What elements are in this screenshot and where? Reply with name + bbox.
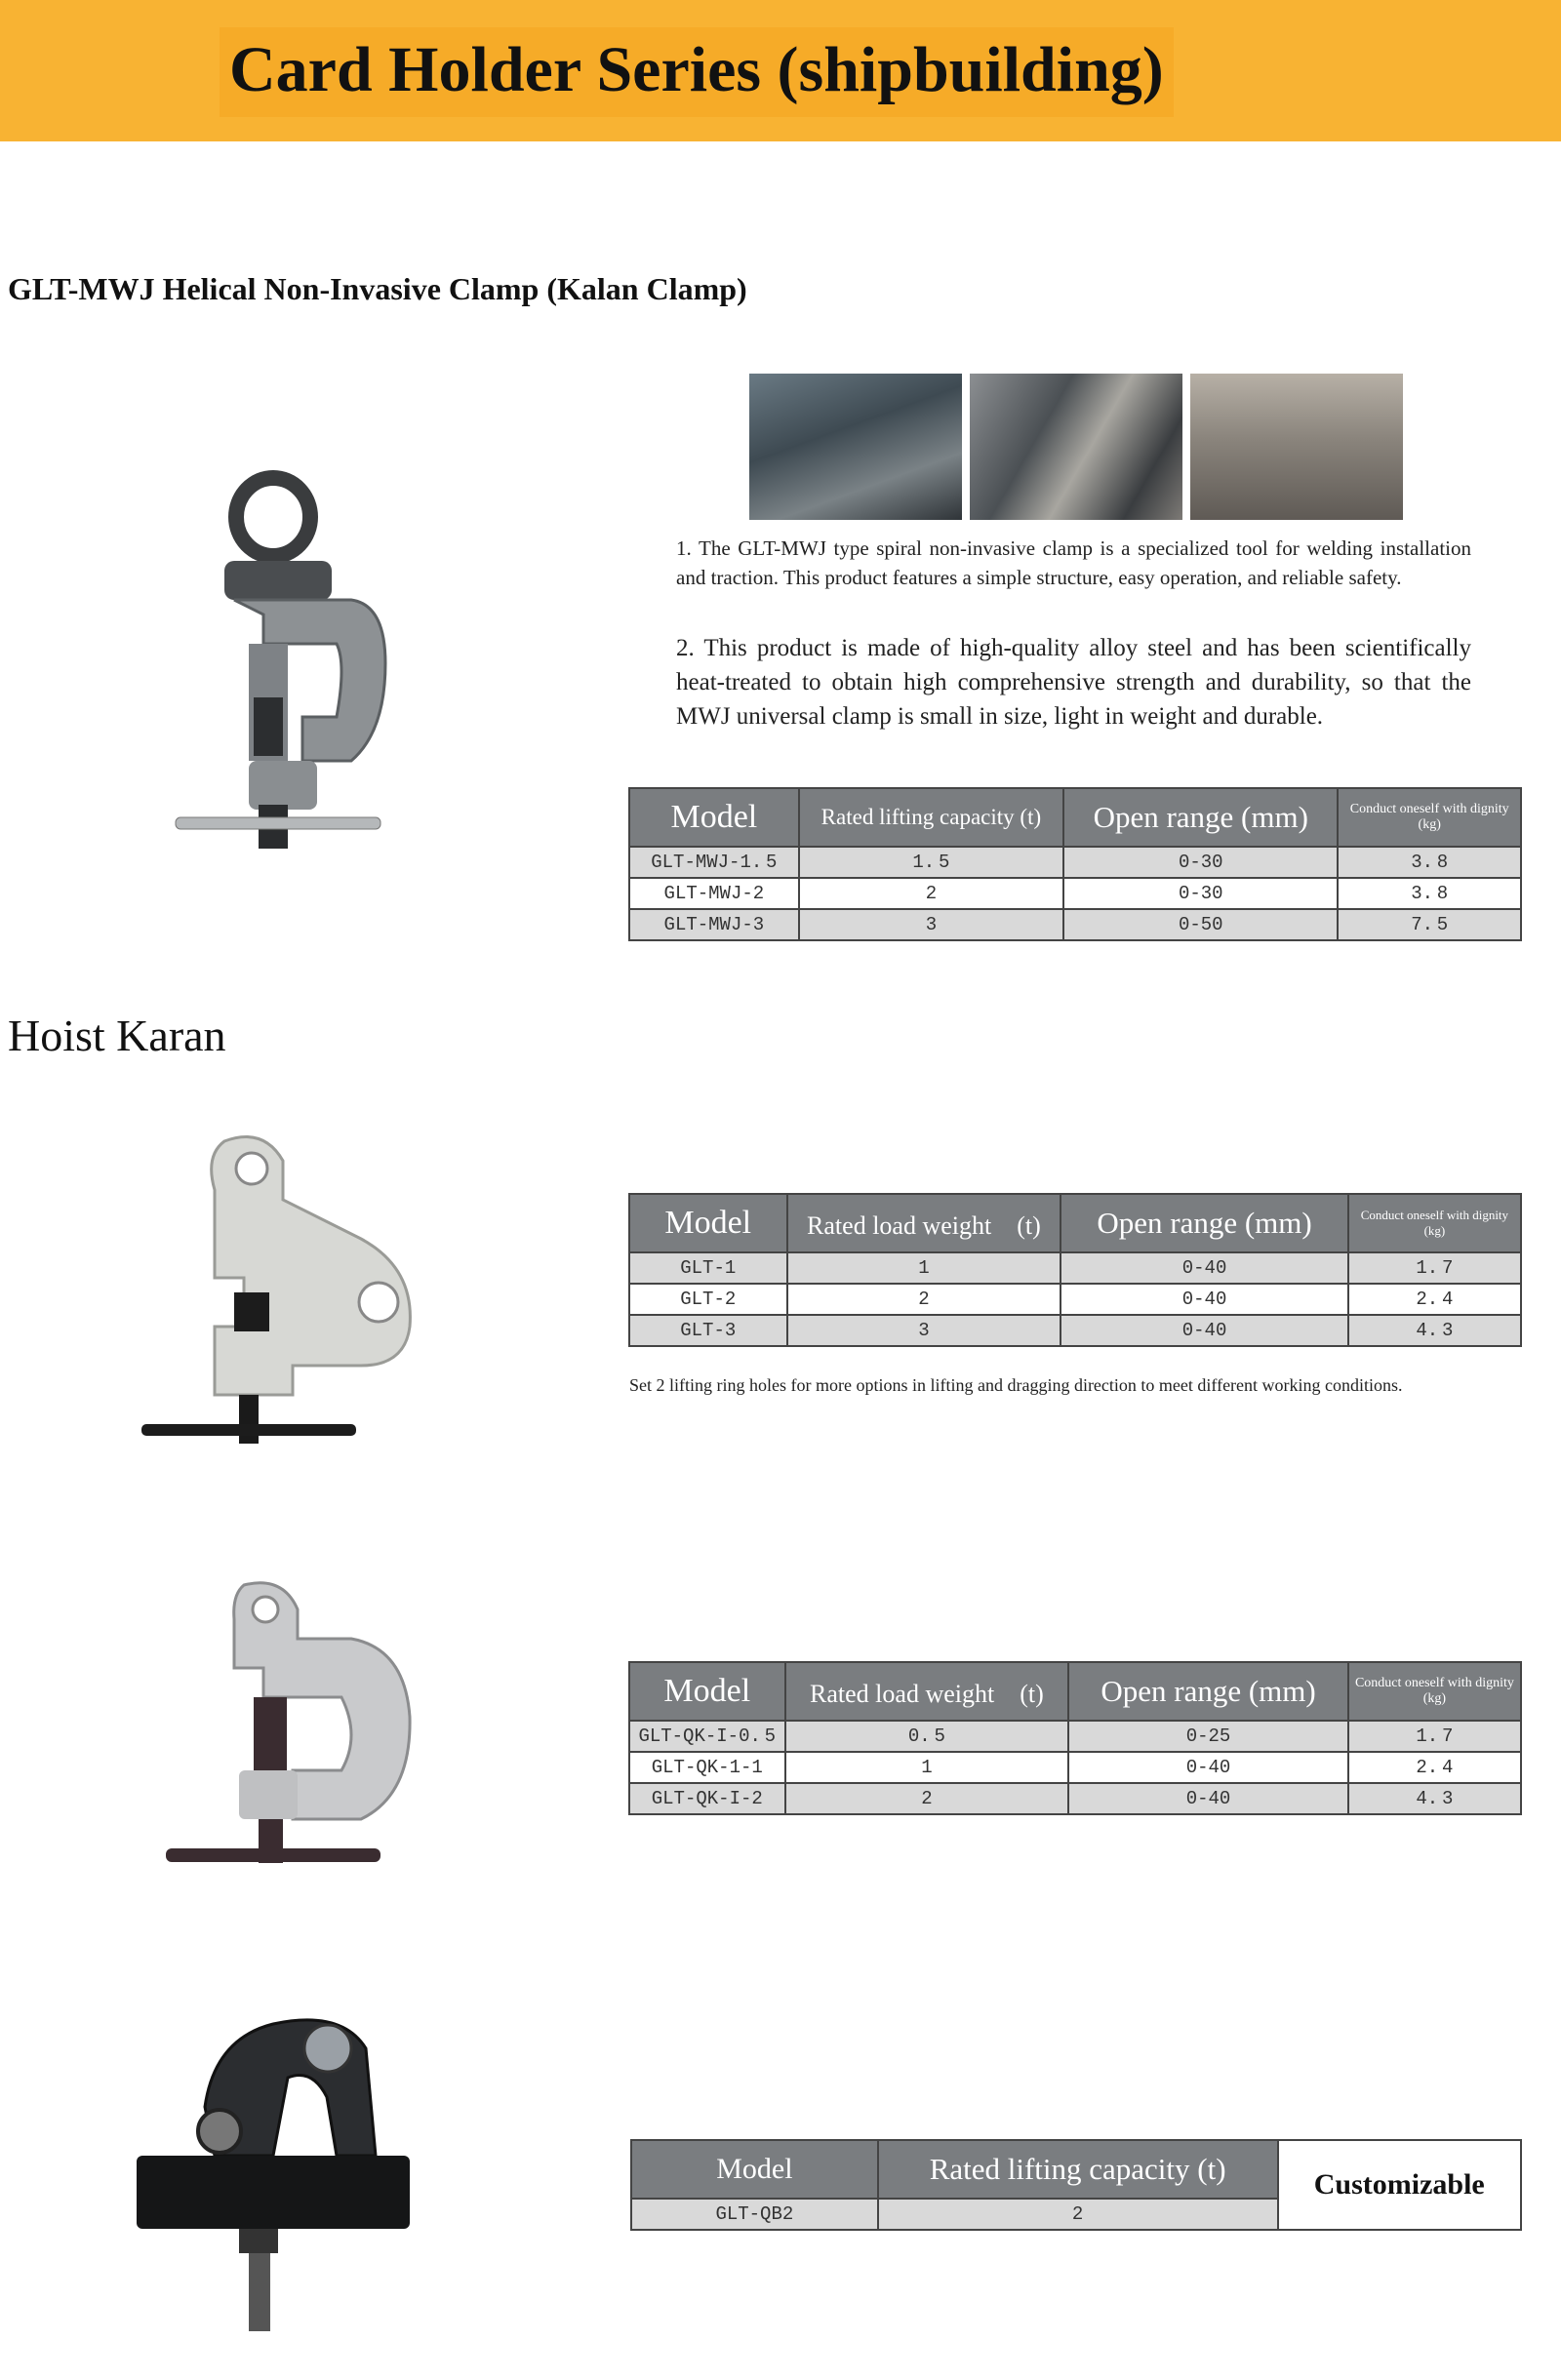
col-model: Model [629,1194,787,1252]
col-weight: Conduct oneself with dignity (kg) [1338,788,1521,847]
section-title-hoist-karan: Hoist Karan [8,1011,226,1060]
table-row [629,1752,1521,1783]
glt-spec-table [628,1193,1522,1347]
glt-qb2-clamp-image [127,2009,420,2360]
cell: 0-40 [1068,1752,1348,1783]
table-row [629,878,1521,909]
cell: 3. 8 [1338,847,1521,878]
customizable-cell: Customizable [1278,2140,1521,2230]
cell: 2 [787,1284,1061,1315]
table-row [629,1252,1521,1284]
cell: GLT-QK-I-2 [629,1783,785,1814]
cell: 1 [787,1252,1061,1284]
table-row [629,1315,1521,1346]
cell: 1. 7 [1348,1721,1521,1752]
glt-qk-spec-table [628,1661,1522,1815]
cell: 1. 7 [1348,1252,1521,1284]
table-row [629,1721,1521,1752]
col-weight: Conduct oneself with dignity (kg) [1348,1194,1521,1252]
cell: 7. 5 [1338,909,1521,940]
page-title: Card Holder Series (shipbuilding) [220,27,1174,117]
cell: 0-40 [1061,1284,1348,1315]
cell: GLT-1 [629,1252,787,1284]
cell: 0-25 [1068,1721,1348,1752]
cell: 0-50 [1063,909,1338,940]
table-row [629,1284,1521,1315]
cell: GLT-3 [629,1315,787,1346]
col-open-range: Open range (mm) [1061,1194,1348,1252]
cell: 3 [799,909,1063,940]
cell: 0-30 [1063,847,1338,878]
cell: 2 [799,878,1063,909]
cell: GLT-MWJ-3 [629,909,799,940]
cell: 4. 3 [1348,1315,1521,1346]
cell: 0-40 [1061,1252,1348,1284]
cell: GLT-2 [629,1284,787,1315]
description-paragraph-1: 1. The GLT-MWJ type spiral non-invasive clamp is a specialized tool for welding installation and traction. This product features a simple structure, easy operation, and reliable safety. [676,536,1471,589]
col-load: Rated load weight (t) [787,1194,1061,1252]
col-capacity: Rated lifting capacity (t) [878,2140,1278,2199]
col-model: Model [629,1662,785,1721]
cell: 1 [785,1752,1069,1783]
cell: 0-30 [1063,878,1338,909]
lifting-holes-note: Set 2 lifting ring holes for more options in lifting and dragging direction to meet different working conditions. [629,1375,1403,1395]
cell: GLT-QK-1-1 [629,1752,785,1783]
table-row [629,909,1521,940]
application-photo-1 [749,374,962,520]
cell: 2. 4 [1348,1284,1521,1315]
table-row [629,1783,1521,1814]
col-open-range: Open range (mm) [1063,788,1338,847]
application-photo-2 [970,374,1182,520]
col-capacity: Rated lifting capacity (t) [799,788,1063,847]
glt-qk-clamp-image [156,1580,420,1902]
cell: 3 [787,1315,1061,1346]
cell: 3. 8 [1338,878,1521,909]
cell: 2. 4 [1348,1752,1521,1783]
description-paragraph-2: 2. This product is made of high-quality alloy steel and has been scientifically heat-treated to obtain high comprehensive strength and durability, so that the MWJ universal clamp is small in size, light in weight and durable. [676,635,1471,730]
col-load: Rated load weight (t) [785,1662,1069,1721]
col-model: Model [631,2140,878,2199]
mwj-spec-table [628,787,1522,941]
cell: 0-40 [1068,1783,1348,1814]
cell: 2 [785,1783,1069,1814]
table-row [629,847,1521,878]
cell: 0. 5 [785,1721,1069,1752]
cell: 4. 3 [1348,1783,1521,1814]
cell: 0-40 [1061,1315,1348,1346]
col-open-range: Open range (mm) [1068,1662,1348,1721]
cell: 1. 5 [799,847,1063,878]
mwj-clamp-image [166,468,400,858]
glt-clamp-image [137,1131,420,1463]
application-photo-3 [1190,374,1403,520]
cell: GLT-QB2 [631,2199,878,2230]
cell: GLT-MWJ-2 [629,878,799,909]
col-weight: Conduct oneself with dignity (kg) [1348,1662,1521,1721]
glt-qb2-spec-table [630,2139,1522,2231]
cell: GLT-MWJ-1. 5 [629,847,799,878]
cell: 2 [878,2199,1278,2230]
col-model: Model [629,788,799,847]
cell: GLT-QK-I-0. 5 [629,1721,785,1752]
section-title-mwj: GLT-MWJ Helical Non-Invasive Clamp (Kalan Clamp) [8,271,747,306]
